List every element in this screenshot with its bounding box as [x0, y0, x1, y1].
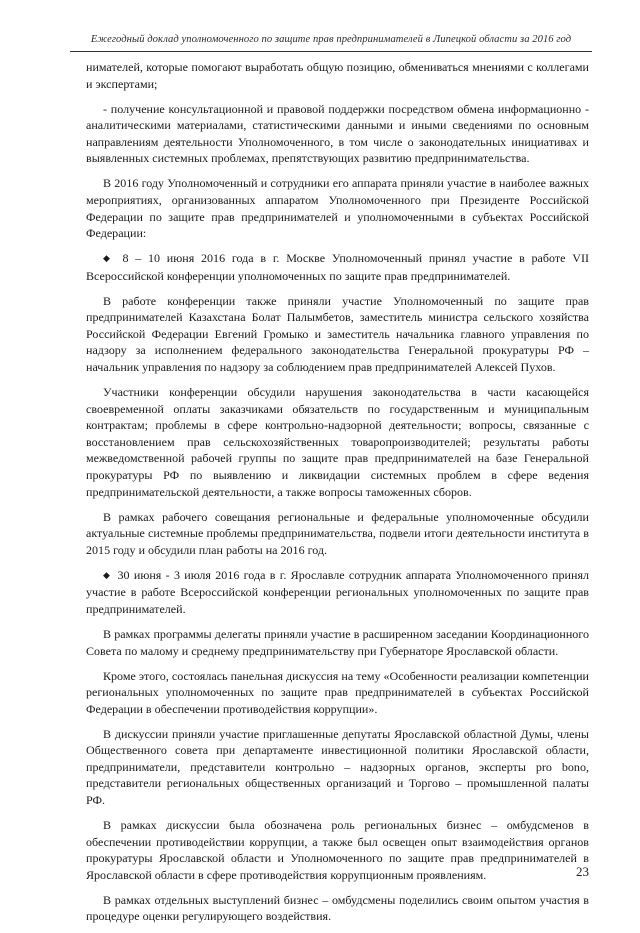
- paragraph: Участники конференции обсудили нарушения законодательства в части касающейся своевременной оплаты заказчиками обязательств по государственным и муниципальным контрактам; проблемы в сфере контрольно-надзорной деятельности; вопросы, связанные с восстановлением прав сельскохозяйственных товаропроизводителей; результаты работы межведомственной рабочей группы по защите прав предпринимателей на базе Генеральной прокуратуры РФ по выявлению и ликвидации системных проблем в сфере ведения предпринимательской деятельности, а также вопросы таможенных сборов.: [86, 385, 589, 499]
- body-text: [86, 59, 589, 933]
- paragraph: В дискуссии приняли участие приглашенные депутаты Ярославской областной Думы, члены Общественного совета при департаменте инвестиционной политики Ярославской области, предприниматели, представители контрольно – надзорных органов, эксперты pro bono, представители региональных общественных организаций и Торгово – промышленной палаты РФ.: [86, 726, 589, 808]
- bullet-paragraph-text: 30 июня - 3 июля 2016 года в г. Ярославле сотрудник аппарата Уполномоченного принял участие в работе Всероссийской конференции региональных уполномоченных по защите прав предпринимателей.: [86, 567, 589, 616]
- paragraph: В рамках дискуссии была обозначена роль региональных бизнес – омбудсменов в обеспечении противодействии коррупции, а также был освещен опыт взаимодействия органов прокуратуры Ярославской области и Уполномоченного по защите прав предпринимателей в Ярославской области в сфере противодействия коррупционным проявлениям.: [86, 818, 589, 882]
- diamond-bullet-icon: ◆: [103, 569, 112, 580]
- page-number: 23: [576, 864, 589, 879]
- bullet-paragraph: [86, 567, 589, 618]
- paragraph: В 2016 году Уполномоченный и сотрудники его аппарата приняли участие в наиболее важных мероприятиях, организованных аппаратом Уполномоченного при Президенте Российской Федерации по защите прав предпринимателей и уполномоченными в субъектах Российской Федерации:: [86, 176, 589, 241]
- paragraph: Кроме этого, состоялась панельная дискуссия на тему «Особенности реализации компетенции региональных уполномоченных по защите прав предпринимателей в субъектах Российской Федерации в обеспечении противодействия коррупции».: [86, 668, 589, 716]
- bullet-paragraph: [86, 250, 589, 284]
- paragraph: - получение консультационной и правовой поддержки посредством обмена информационно - аналитическими материалами, статистическими данными и иными сведениями по основным направлениям деятельности Уполномоченного, в том числе о законодательных инициативах и выявленных системных проблемах, препятствующих развитию предпринимательства.: [86, 101, 589, 166]
- paragraph: В работе конференции также приняли участие Уполномоченный по защите прав предпринимателей Казахстана Болат Палымбетов, заместитель министра сельского хозяйства Российской Федерации Евгений Громыко и заместитель начальника главного управления по надзору за исполнением федерального законодательства Генеральной прокуратуры РФ – начальник управления по надзору за соблюдением прав предпринимателей Алексей Пухов.: [86, 293, 589, 375]
- header-rule: [70, 51, 592, 52]
- paragraph: В рамках программы делегаты приняли участие в расширенном заседании Координационного Совета по малому и среднему предпринимательству при Губернаторе Ярославской области.: [86, 626, 589, 658]
- paragraph: В рамках отдельных выступлений бизнес – омбудсмены поделились своим опытом участия в процедуре оценки регулирующего воздействия.: [86, 892, 589, 924]
- paragraph: нимателей, которые помогают выработать общую позицию, обмениваться мнениями с коллегами и экспертами;: [86, 60, 589, 91]
- paragraph: В рамках рабочего совещания региональные и федеральные уполномоченные обсудили актуальные системные проблемы предпринимательства, подвели итоги деятельности института в 2015 году и обсудили план работы на 2016 год.: [86, 509, 589, 557]
- running-header: Ежегодный доклад уполномоченного по защите прав предпринимателей в Липецкой области за 2016 год: [90, 34, 572, 45]
- diamond-bullet-icon: ◆: [103, 253, 114, 264]
- bullet-paragraph-text: 8 – 10 июня 2016 года в г. Москве Уполномоченный принял участие в работе VII Всероссийской конференции уполномоченных по защите прав предпринимателей.: [86, 251, 589, 283]
